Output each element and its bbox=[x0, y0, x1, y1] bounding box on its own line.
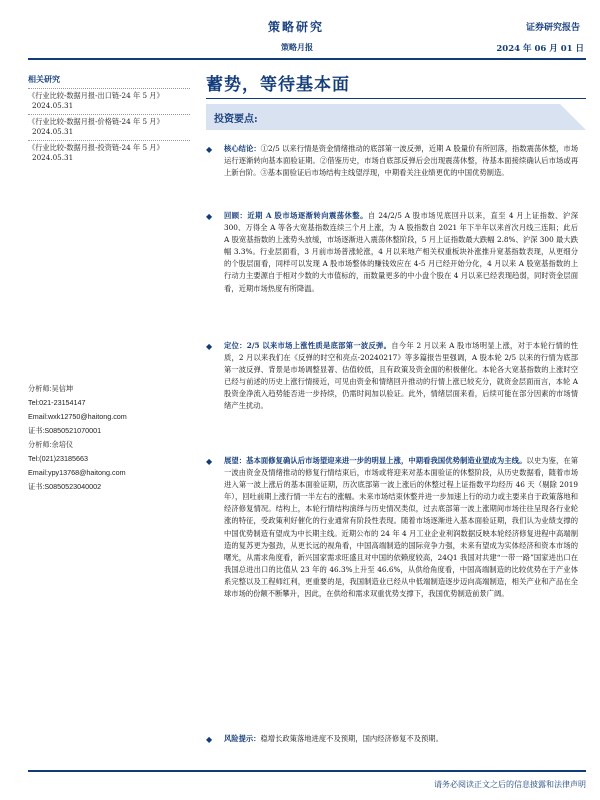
paragraph-risk bbox=[206, 733, 578, 745]
footer-disclaimer: 请务必阅读正文之后的信息披露和法律声明 bbox=[434, 780, 586, 789]
bullet-icon: ◆ bbox=[206, 145, 213, 154]
paragraph-lead: 展望：基本面修复确认后市场望迎来进一步的明显上涨，中期看我国优势制造业望成为主线。 bbox=[224, 456, 527, 465]
divider bbox=[28, 140, 190, 141]
paragraph-text: 自 24/2/5 A 股市场见底回升以来，直至 4 月上证指数、沪深 300、万得全 A 等各大宽基指数连续三个月上涨，为 A 股指数自 2021 年下半年以来首次月线三连阳；此后 A 股宽基指数的上涨势头放缓，市场逐渐进入震荡休整阶段，5 月上证指数最大跌幅 2.8%、沪深 300 最大跌幅 3.3%。行业层面看，3 月前市场普涨轮涨，4 月以来地产相关权重板块补涨推升宽基指数表现，从更细分的个股层面看，同样可以发现 A 股市场整体的赚钱效应在 4-5 月已经开始分化，4 月以来 A 股宽基指数的上行动力主要源自于相对少数的大市值标的，而数量更多的中小盘个股在 4 月以来已经表现趋弱，同时资金层面看，近期市场热度有所降温。 bbox=[224, 211, 578, 293]
paragraph-text: ①2/5 以来行情是资金情绪推动的底部第一波反弹，近期 A 股量价有所回落，指数震荡休整，市场运行逐渐转向基本面验证期。②借鉴历史，市场自底部反弹后会出现震荡休整，待基本面接续确认后市场或再上新台阶。③基本面验证后市场结构主线望浮现，中期看关注业绩更优的中国优势制造。 bbox=[224, 144, 579, 178]
analyst-email[interactable]: Email:wxk12750@haitong.com bbox=[28, 412, 127, 421]
paragraph-outlook bbox=[206, 455, 578, 600]
paragraph-lead: 定位：2/5 以来市场上涨性质是底部第一波反弹。 bbox=[224, 341, 392, 350]
header-title: 策略研究 bbox=[268, 20, 325, 34]
analyst-name: 分析师:余培仪 bbox=[28, 440, 74, 449]
analyst-name: 分析师:吴信坤 bbox=[28, 384, 74, 393]
analyst-email[interactable]: Email:ypy13768@haitong.com bbox=[28, 468, 126, 477]
bullet-icon: ◆ bbox=[206, 457, 213, 466]
report-series-title bbox=[268, 18, 324, 35]
paragraph-core-conclusion bbox=[206, 143, 578, 179]
bullet-icon: ◆ bbox=[206, 342, 213, 351]
related-research-date: 2024.05.31 bbox=[32, 101, 74, 110]
report-date: 2024 年 06 月 01 日 bbox=[496, 44, 584, 54]
paragraph-review bbox=[206, 210, 578, 295]
related-research-link[interactable]: 《行业比较-数据月报-价格链-24 年 5 月》 bbox=[28, 117, 164, 126]
sidebar bbox=[28, 62, 190, 163]
key-points-banner bbox=[206, 104, 586, 130]
paragraph-text: 以史为鉴，在第一波由资金及情绪推动的修复行情结束后，市场或将迎来对基本面验证的休整阶段，从历史数据看，随着市场进入第一波上涨后的基本面验证期，历次底部第一波上涨后的休整过程上证指数平均经历 46 天（剔除 2019 年），回吐前期上涨行情一半左右的涨幅。未来市场结束休整并进一步加速上行的动力或主要来自于政策落地和经济修复情况。结构上，本轮行情结构演绎与历史情况类似，过去底部第一波上涨期间市场往往呈现各行业轮涨的特征，受政策利好催化的行业通常有阶段性表现。随着市场逐渐进入基本面验证期，我们认为业绩支撑的中国优势制造有望成为中长期主线。近期公布的 24 年 4 月工业企业利润数据反映本轮经济修复进程中高端制造的复苏更为强劲，从更长远的视角看，中国高端制造的国际竞争力强，未来有望成为实体经济和资本市场的曙光，从需求角度看，新兴国家需求旺盛且对中国的依赖度较高，24Q1 我国对共建“一带一路”国家进出口在我国总进出口的比值从 23 年的 46.3%上升至 46.6%，从供给角度看，中国高端制造的比较优势在于产业体系完整以及工程师红利，更重要的是，我国制造业已经从中低端制造逐步迈向高端制造，相关产业和产品在全球市场的份额不断攀升，因此，在供给和需求双重优势支撑下，我国优势制造前景广阔。 bbox=[224, 456, 579, 599]
paragraph-text: 稳增长政策落地进度不及预期，国内经济修复不及预期。 bbox=[260, 734, 443, 743]
title-divider bbox=[206, 98, 586, 99]
banner-corner bbox=[560, 104, 586, 130]
page-title: 蓄势，等待基本面 bbox=[206, 75, 350, 95]
related-research-link[interactable]: 《行业比较-数据月报-投资链-24 年 5 月》 bbox=[28, 143, 164, 152]
related-research-date: 2024.05.31 bbox=[32, 153, 74, 162]
analyst-cert: 证书:S0850523040002 bbox=[28, 482, 102, 491]
divider bbox=[28, 88, 190, 89]
bullet-icon: ◆ bbox=[206, 735, 213, 744]
analyst-block bbox=[28, 382, 190, 494]
header-subtitle: 策略月报 bbox=[281, 42, 313, 52]
paragraph-lead: 回顾：近期 A 股市场逐渐转向震荡休整。 bbox=[224, 211, 368, 220]
paragraph-positioning bbox=[206, 340, 578, 413]
related-research-date: 2024.05.31 bbox=[32, 127, 74, 136]
bullet-icon: ◆ bbox=[206, 212, 213, 221]
header-divider bbox=[28, 58, 586, 60]
paragraph-text: 自今年 2 月以来 A 股市场明显上涨，对于本轮行情的性质，2 月以来我们在《反弹的时空和亮点-20240217》等多篇报告里强调，A 股本轮 2/5 以来的行情为底部第一波反弹、背景是市场调整显著、估值较低，且有政策及资金面的积极催化。本轮各大宽基指数的上涨时空已经与前述的历史上涨行情接近，可见由资金和情绪回升推动的行情上涨已较充分，就资金层面而言，本轮 A 股资金净流入趋势能否进一步持续，仍需时间加以验证。此外，情绪层面来看，后续可能在部分因素的市场情绪产生扰动。 bbox=[224, 341, 578, 411]
footer-divider bbox=[28, 770, 586, 772]
paragraph-lead: 风险提示： bbox=[224, 734, 261, 743]
paragraph-lead: 核心结论： bbox=[224, 144, 261, 153]
analyst-cert: 证书:S0850521070001 bbox=[28, 426, 102, 435]
analyst-tel: Tel:021-23154147 bbox=[28, 398, 86, 407]
related-research-link[interactable]: 《行业比较-数据月报-出口链-24 年 5 月》 bbox=[28, 91, 164, 100]
related-research-heading: 相关研究 bbox=[28, 74, 60, 84]
analyst-tel: Tel:(021)23185663 bbox=[28, 454, 88, 463]
report-type: 证券研究报告 bbox=[525, 23, 580, 33]
key-points-label: 投资要点: bbox=[214, 114, 258, 125]
divider bbox=[28, 114, 190, 115]
